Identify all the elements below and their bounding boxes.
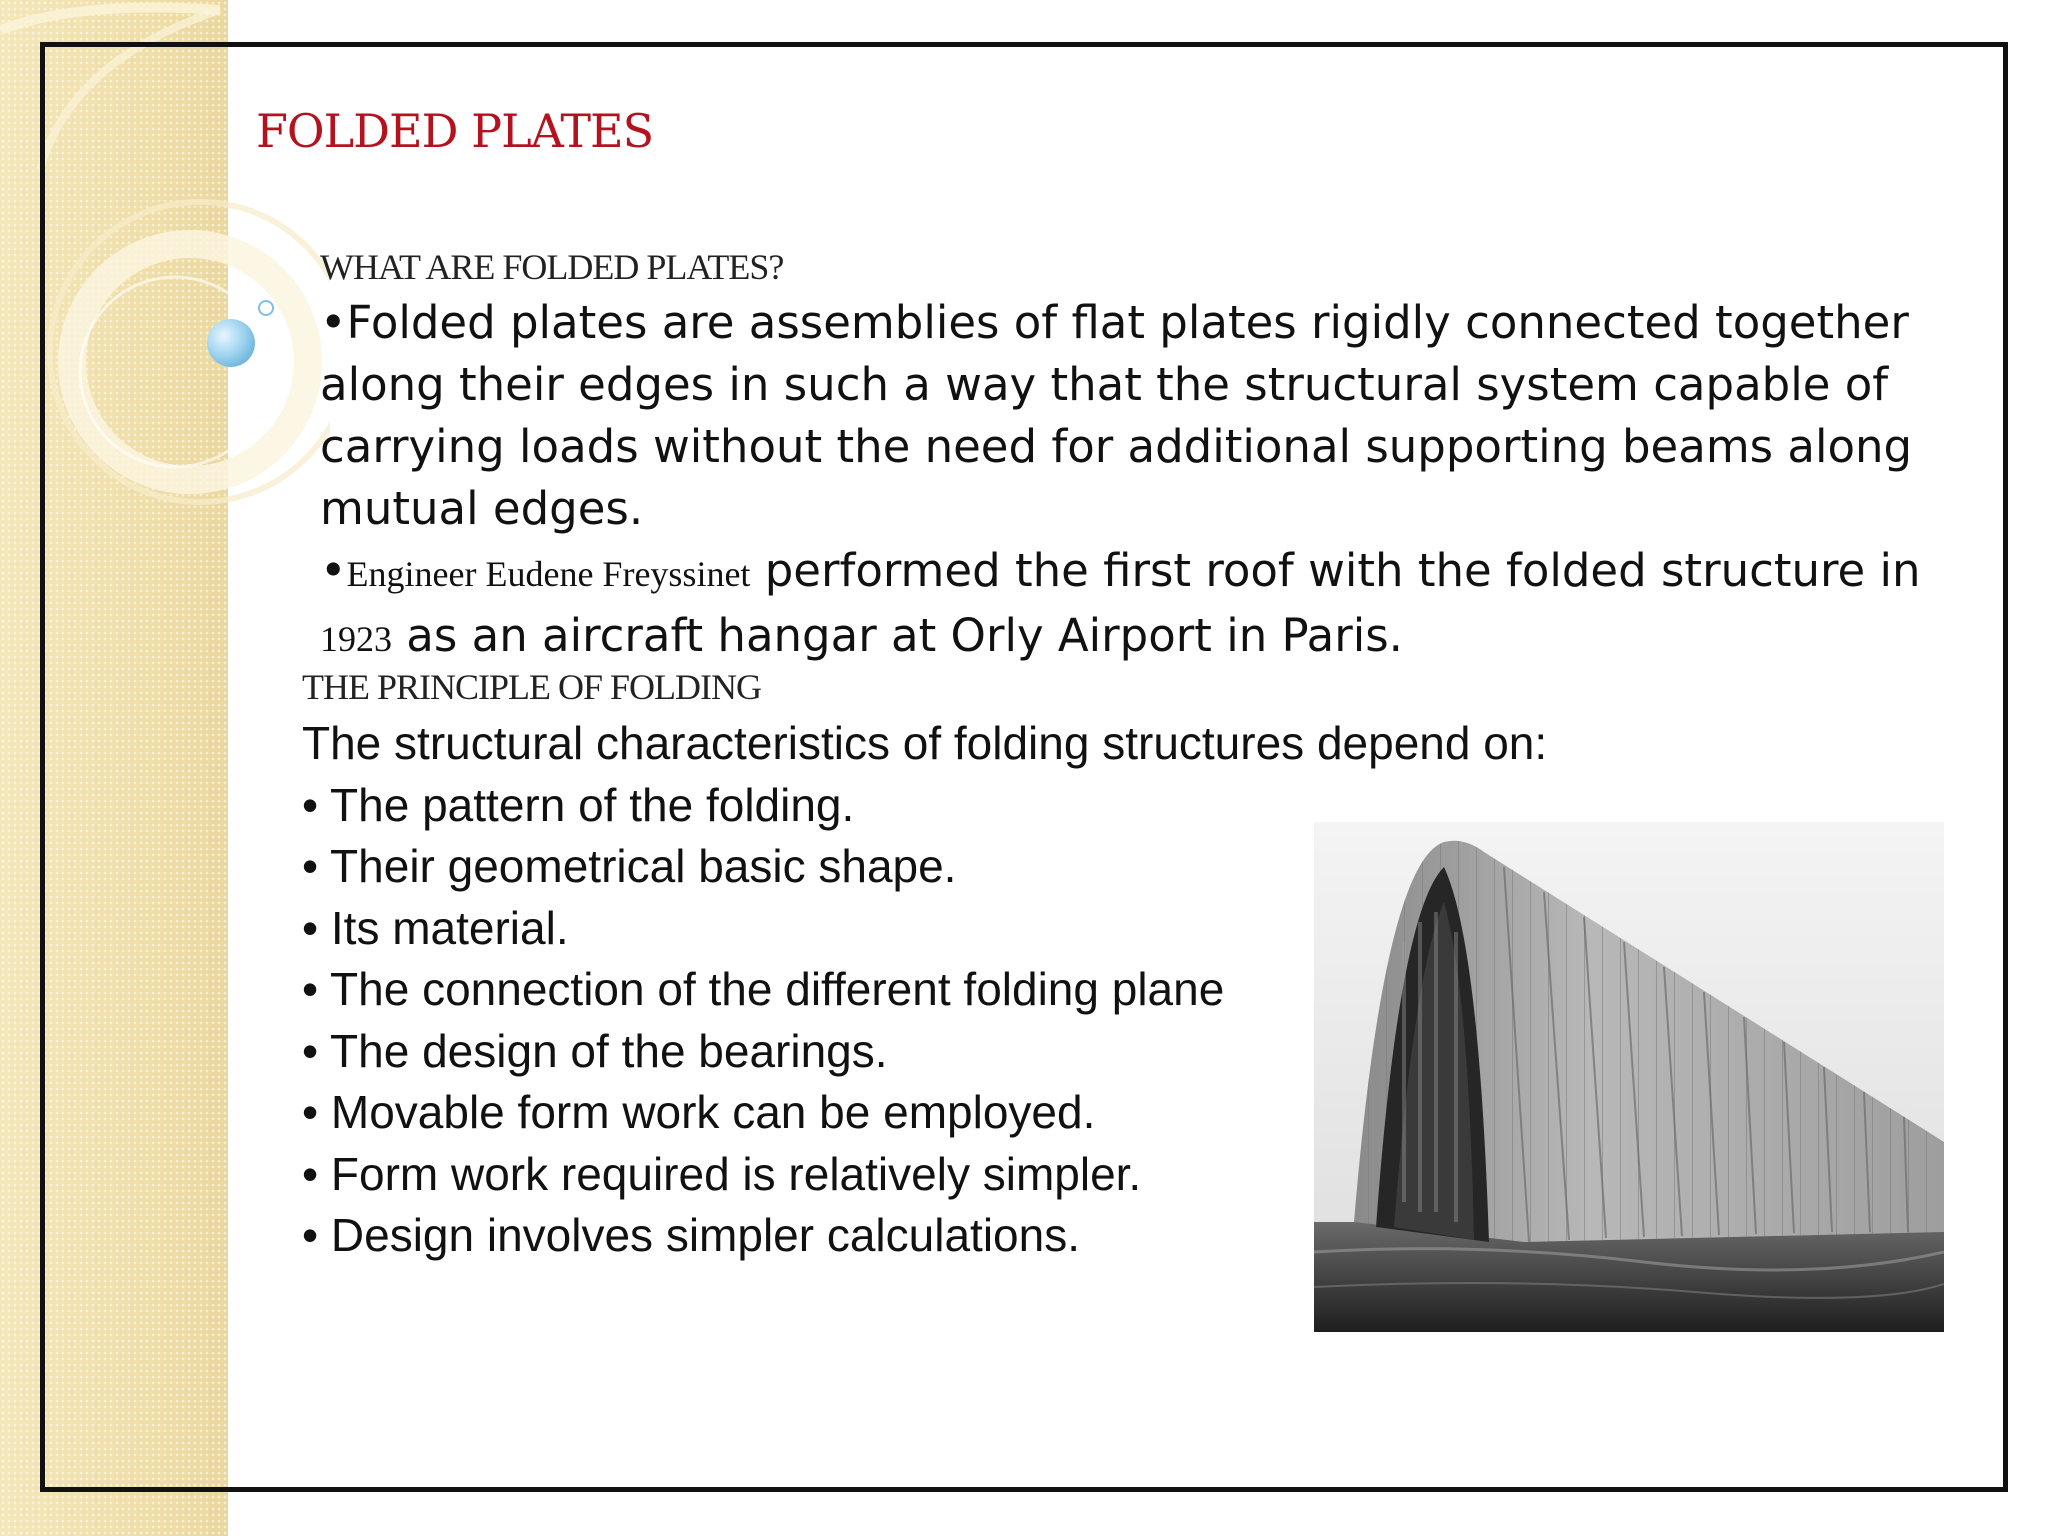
- history-text-2: as an aircraft hangar at Orly Airport in Paris.: [392, 609, 1403, 662]
- definition-block: [320, 292, 2000, 670]
- list-item: • Form work required is relatively simpler.: [302, 1147, 1142, 1200]
- list-item: • The pattern of the folding.: [302, 778, 855, 831]
- list-item: • The design of the bearings.: [302, 1024, 888, 1077]
- section-heading-principle: THE PRINCIPLE OF FOLDING: [302, 667, 762, 707]
- engineer-name: Engineer Eudene Freyssinet: [346, 554, 751, 594]
- list-item: • Their geometrical basic shape.: [302, 840, 957, 892]
- section-heading-what: WHAT ARE FOLDED PLATES?: [320, 247, 784, 287]
- history-bullet: •: [320, 544, 347, 597]
- list-item: • Its material.: [302, 901, 569, 954]
- list-item: • Design involves simpler calculations.: [302, 1209, 1080, 1261]
- definition-paragraph: •Folded plates are assemblies of flat plates rigidly connected together along their edges in such a way that the structural system capable of carrying loads without the need for additional supporting beams along mutual edges.: [320, 296, 1913, 535]
- list-item: • The connection of the different folding plane: [302, 963, 1225, 1015]
- history-paragraph: [320, 540, 2000, 670]
- principle-intro: The structural characteristics of folding structures depend on:: [302, 717, 1548, 769]
- year: 1923: [320, 619, 392, 659]
- history-text-1: performed the first roof with the folded structure in: [750, 544, 1921, 597]
- slide-title: FOLDED PLATES: [256, 104, 654, 158]
- list-item: • Movable form work can be employed.: [302, 1086, 1096, 1138]
- hangar-photo: [1314, 822, 1944, 1332]
